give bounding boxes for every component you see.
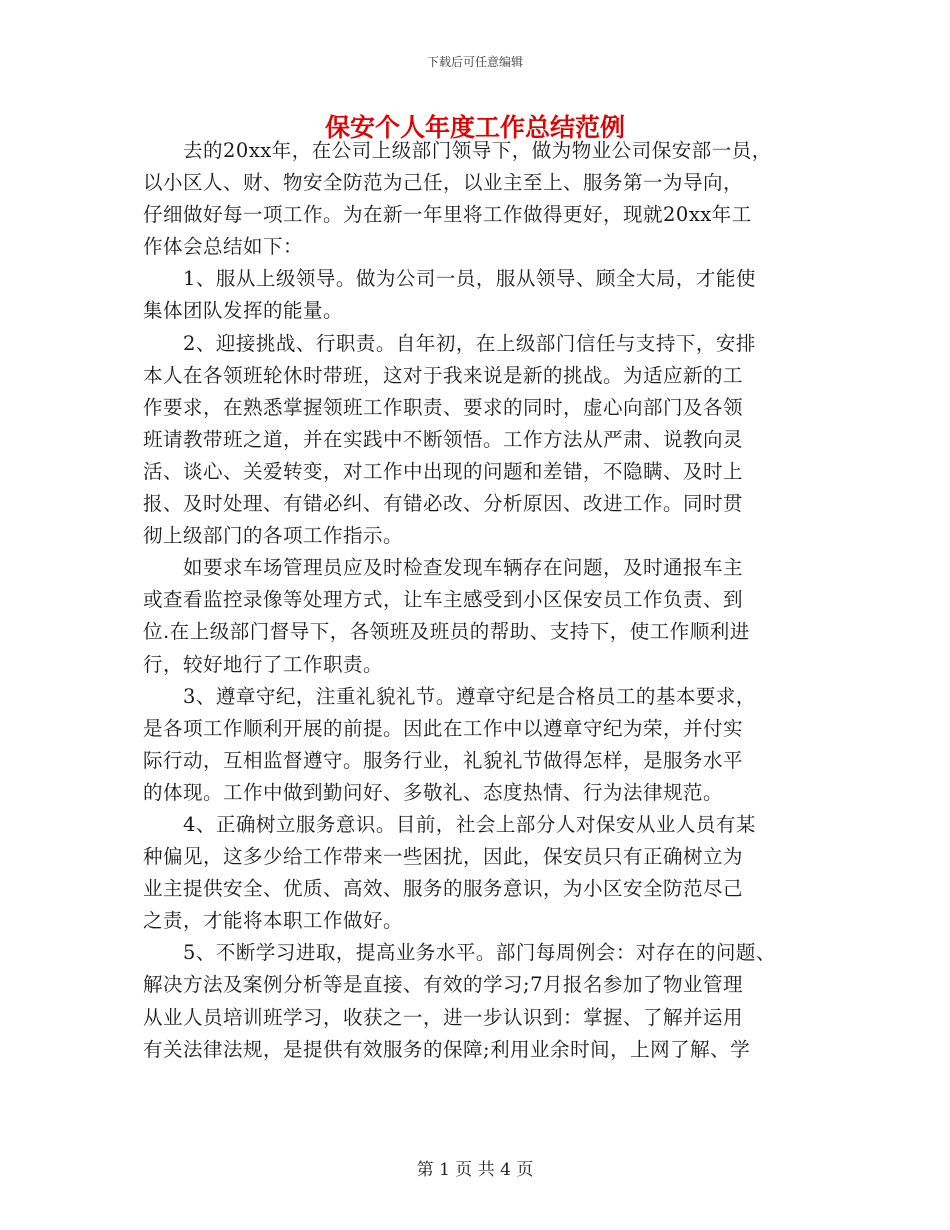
document-title: 保安个人年度工作总结范例 — [324, 113, 625, 142]
body-line: 是各项工作顺利开展的前提。因此在工作中以遵章守纪为荣，并付实 — [143, 716, 744, 740]
body-line: 3、遵章守纪，注重礼貌礼节。遵章守纪是合格员工的基本要求， — [143, 684, 756, 708]
body-line: 业主提供安全、优质、高效、服务的服务意识，为小区安全防范尽己 — [143, 877, 744, 901]
body-line: 解决方法及案例分析等是直接、有效的学习;7月报名参加了物业管理 — [143, 973, 743, 997]
body-line: 之责，才能将本职工作做好。 — [143, 909, 404, 933]
body-line: 作要求，在熟悉掌握领班工作职责、要求的同时，虚心向部门及各领 — [143, 395, 744, 419]
body-line: 4、正确树立服务意识。目前，社会上部分人对保安从业人员有某 — [143, 812, 756, 836]
body-line: 从业人员培训班学习，收获之一，进一步认识到：掌握、了解并运用 — [143, 1005, 744, 1029]
body-line: 仔细做好每一项工作。为在新一年里将工作做得更好，现就20xx年工 — [143, 203, 752, 227]
body-line: 报、及时处理、有错必纠、有错必改、分析原因、改进工作。同时贯 — [143, 492, 744, 516]
body-line: 或查看监控录像等处理方式，让车主感受到小区保安员工作负责、到 — [143, 588, 744, 612]
body-line: 本人在各领班轮休时带班，这对于我来说是新的挑战。为适应新的工 — [143, 363, 744, 387]
body-line: 班请教带班之道，并在实践中不断领悟。工作方法从严肃、说教向灵 — [143, 427, 744, 451]
body-line: 有关法律法规，是提供有效服务的保障;利用业余时间，上网了解、学 — [143, 1037, 751, 1061]
body-line: 以小区人、财、物安全防范为己任，以业主至上、服务第一为导向， — [143, 171, 744, 195]
page-number-footer: 第 1 页 共 4 页 — [416, 1160, 534, 1180]
body-line: 行，较好地行了工作职责。 — [143, 652, 384, 676]
body-line: 位.在上级部门督导下，各领班及班员的帮助、支持下，使工作顺利进 — [143, 620, 750, 644]
body-line: 活、谈心、关爱转变，对工作中出现的问题和差错，不隐瞒、及时上 — [143, 459, 744, 483]
body-line: 集体团队发挥的能量。 — [143, 299, 344, 323]
body-line: 如要求车场管理员应及时检查发现车辆存在问题，及时通报车主 — [143, 556, 744, 580]
body-line: 1、服从上级领导。做为公司一员，服从领导、顾全大局，才能使 — [143, 267, 756, 291]
body-line: 2、迎接挑战、行职责。自年初，在上级部门信任与支持下，安排 — [143, 331, 756, 355]
page-header-note: 下载后可任意编辑 — [426, 55, 523, 69]
body-line: 种偏见，这多少给工作带来一些困扰，因此，保安员只有正确树立为 — [143, 845, 744, 869]
body-line: 际行动，互相监督遵守。服务行业，礼貌礼节做得怎样，是服务水平 — [143, 748, 744, 772]
body-line: 去的20xx年，在公司上级部门领导下，做为物业公司保安部一员， — [143, 139, 772, 162]
body-line: 彻上级部门的各项工作指示。 — [143, 524, 404, 548]
document-body — [143, 135, 823, 1066]
body-line: 的体现。工作中做到勤问好、多敬礼、态度热情、行为法律规范。 — [143, 780, 724, 804]
body-line: 作体会总结如下： — [143, 235, 304, 259]
body-line: 5、不断学习进取，提高业务水平。部门每周例会：对存在的问题、 — [143, 941, 776, 965]
